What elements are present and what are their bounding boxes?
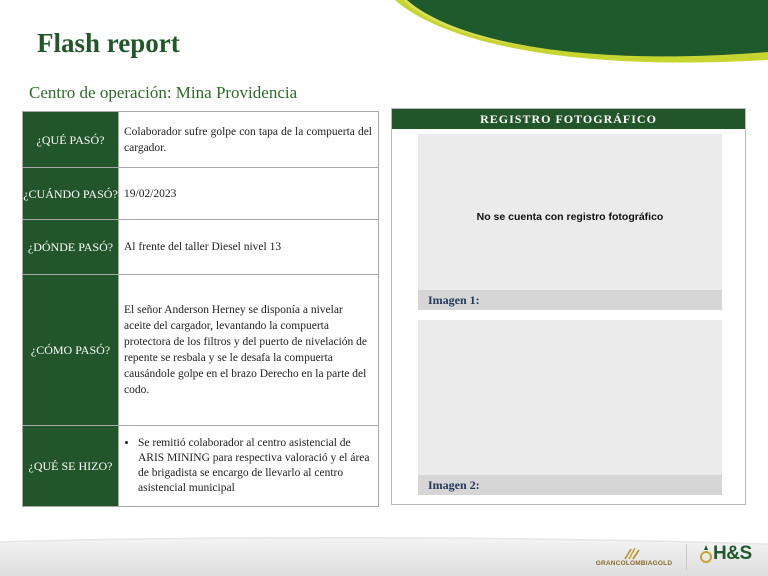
table-row	[23, 275, 379, 426]
gold-bars-icon	[594, 546, 674, 560]
table-row	[23, 112, 379, 168]
row-value-que-paso: Colaborador sufre golpe con tapa de la compuerta del cargador.	[119, 112, 379, 168]
hs-logo-text: H&S	[713, 543, 752, 564]
row-label-que-se-hizo: ¿QUÉ SE HIZO?	[23, 426, 119, 507]
photo-caption-1: Imagen 1:	[418, 290, 722, 310]
photo-caption-2: Imagen 2:	[418, 475, 722, 495]
operation-center-subtitle: Centro de operación: Mina Providencia	[29, 83, 298, 102]
no-photo-message: No se cuenta con registro fotográfico	[476, 211, 664, 223]
table-row	[23, 168, 379, 220]
list-item: • Se remitió colaborador al centro asistencial de ARIS MINING para respectiva valoració y el área de brigadista se encargo de llevarlo al centro asistencial municipal	[138, 436, 372, 496]
row-label-donde-paso: ¿DÓNDE PASÓ?	[23, 220, 119, 275]
photo-record-panel	[391, 108, 746, 505]
photo-placeholder-2	[418, 320, 722, 475]
photo-placeholder-1	[418, 134, 722, 291]
table-row	[23, 426, 379, 507]
row-label-que-paso: ¿QUÉ PASÓ?	[23, 112, 119, 168]
photo-record-header: REGISTRO FOTOGRÁFICO	[392, 109, 745, 129]
hs-logo	[700, 544, 758, 572]
page-title: Flash report	[37, 28, 180, 58]
gran-colombia-gold-logo	[594, 546, 674, 570]
row-value-cuando-paso: 19/02/2023	[119, 168, 379, 220]
incident-table	[22, 111, 379, 507]
row-value-como-paso: El señor Anderson Herney se disponía a nivelar aceite del cargador, levantando la compuerta protectora de los filtros y del puerto de nivelación de repente se resbala y se le desafa la compuerta causándole golpe en el brazo Derecho en la parte del codo.	[119, 275, 379, 426]
row-label-cuando-paso: ¿CUÁNDO PASÓ?	[23, 168, 119, 220]
hs-ring-icon	[700, 544, 712, 564]
logo-divider	[686, 544, 687, 570]
table-row	[23, 220, 379, 275]
row-label-como-paso: ¿CÓMO PASÓ?	[23, 275, 119, 426]
row-value-donde-paso: Al frente del taller Diesel nivel 13	[119, 220, 379, 275]
row-value-que-se-hizo	[119, 426, 379, 507]
gran-colombia-gold-text: GRANCOLOMBIAGOLD	[595, 560, 673, 567]
actions-list	[124, 436, 372, 496]
